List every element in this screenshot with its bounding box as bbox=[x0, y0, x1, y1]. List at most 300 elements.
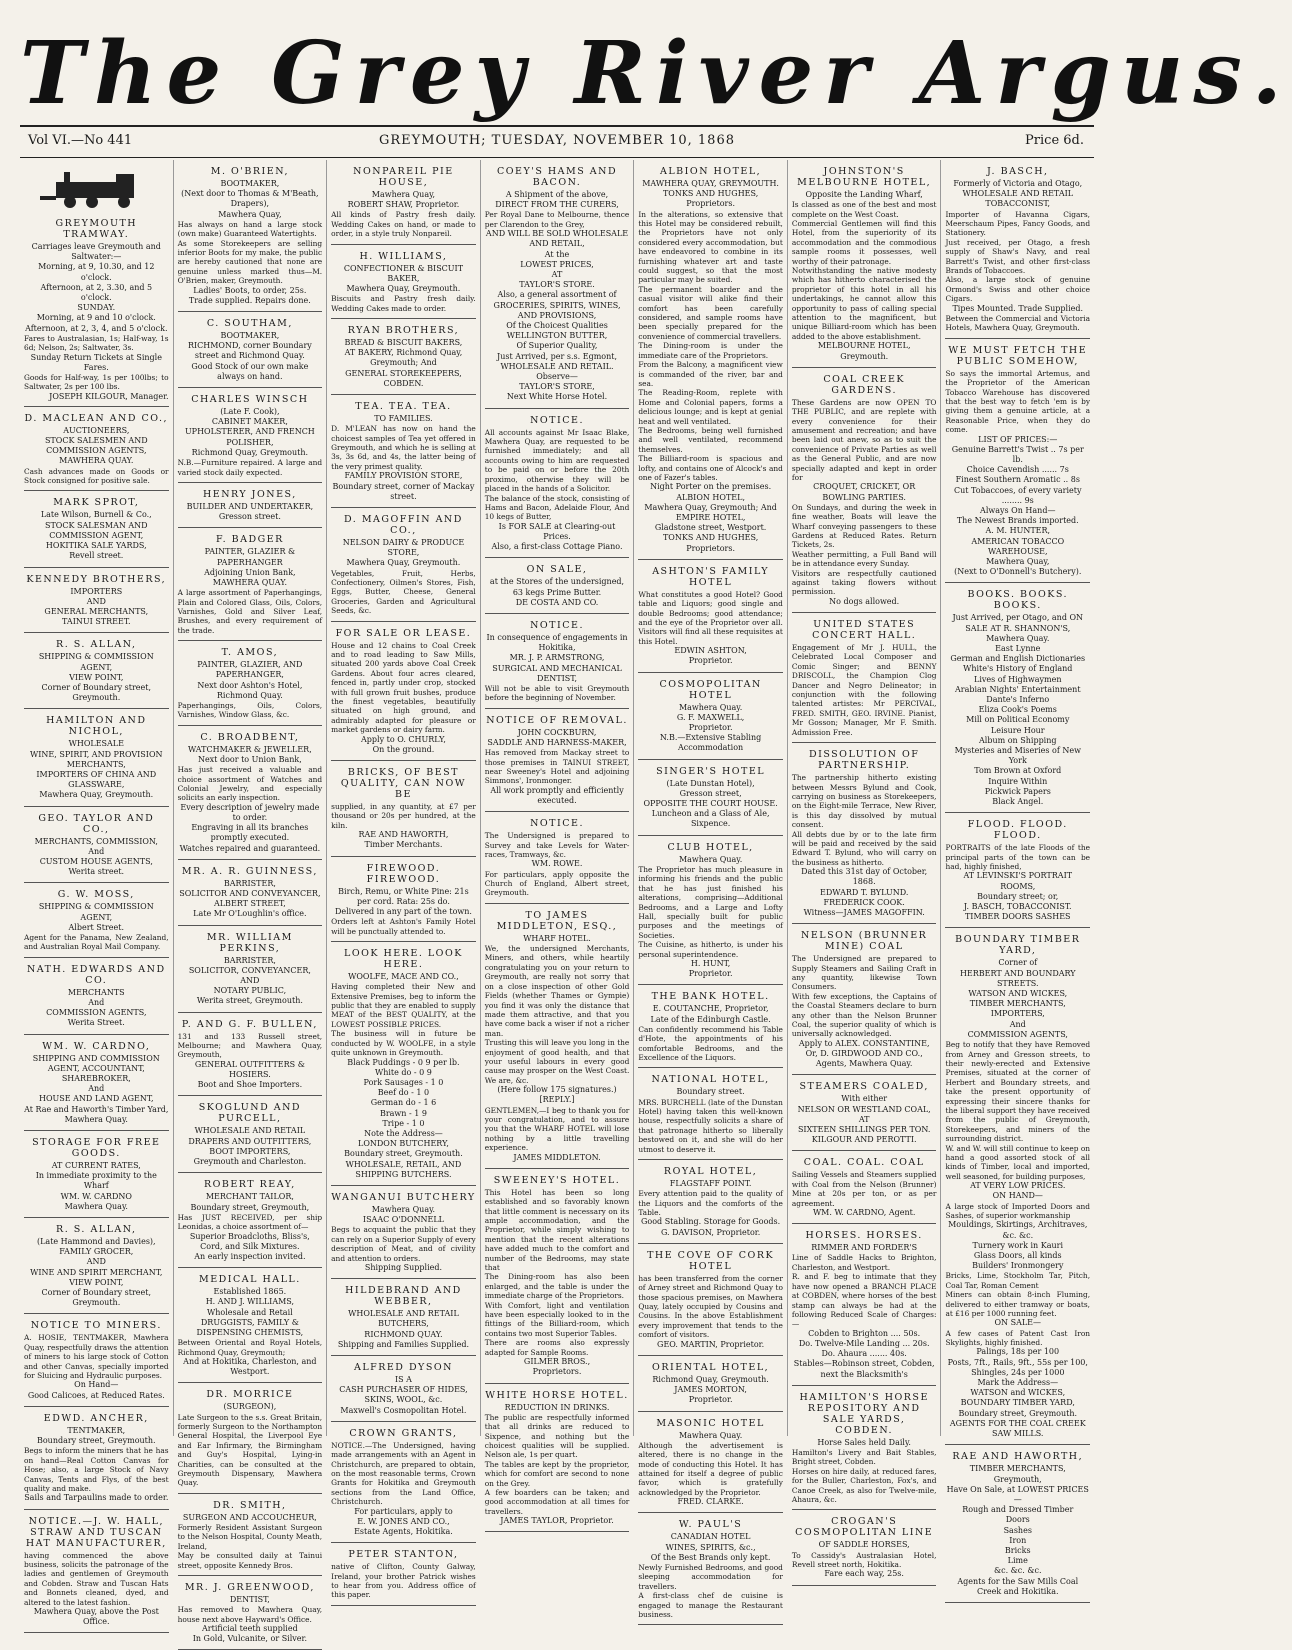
advertisement-line: CABINET MAKER, UPHOLSTERER, AND FRENCH POLISHER, bbox=[184, 417, 315, 447]
advertisement-heading: SWEENEY'S HOTEL. bbox=[493, 1174, 621, 1186]
advertisement-heading: J. BASCH, bbox=[986, 166, 1049, 177]
advertisement-line: 63 kegs Prime Butter. bbox=[512, 587, 602, 597]
advertisement-line: At the bbox=[544, 249, 570, 259]
advertisement-line: Leisure Hour bbox=[990, 725, 1045, 735]
advertisement bbox=[24, 1314, 169, 1406]
advertisement-line: Morning, at 9 and 10 o'clock. bbox=[36, 313, 156, 323]
advertisement bbox=[792, 924, 937, 1075]
advertisement-line: Boundary street; or, bbox=[977, 891, 1059, 901]
advertisement bbox=[331, 1543, 476, 1606]
advertisement-line: BOOT IMPORTERS, bbox=[209, 1146, 291, 1156]
advertisement-line: Corner of Boundary street, Greymouth. bbox=[41, 1288, 152, 1308]
advertisement-line: For particulars, apply to bbox=[354, 1506, 453, 1516]
advertisement-line: What constitutes a good Hotel? Good table and Liquors; good single and double Bedrooms; good attendance; and the eye of the Proprietor over all. Visitors will find all these requisites at this Hotel. bbox=[638, 589, 783, 646]
advertisement-line: Bricks bbox=[1004, 1545, 1031, 1555]
advertisement-line: Proprietor. bbox=[688, 656, 733, 666]
advertisement-line: Vegetables, Fruit, Herbs, Confectionery, Oilmen's Stores, Fish, Eggs, Butter, Cheese, General Groceries, Garden and Agricultural Seeds, &c. bbox=[331, 568, 476, 616]
advertisement-line: Lives of Highwaymen bbox=[974, 674, 1062, 684]
advertisement-heading: MR. WILLIAM PERKINS, bbox=[206, 931, 293, 954]
advertisement bbox=[331, 942, 476, 1186]
advertisement-heading: WE MUST FETCH THE PUBLIC SOMEHOW, bbox=[948, 344, 1088, 367]
advertisement-line: And bbox=[88, 997, 105, 1007]
advertisement-line: DRAPERS AND OUTFITTERS, bbox=[188, 1136, 312, 1146]
advertisement-line: GENERAL STOREKEEPERS, COBDEN. bbox=[345, 368, 462, 388]
advertisement-line: Stables—Robinson street, Cobden, next the Blacksmith's bbox=[793, 1359, 935, 1379]
advertisement-line: Sails and Tarpaulins made to order. bbox=[24, 1493, 169, 1503]
advertisement-line: Fare each way, 25s. bbox=[824, 1569, 904, 1579]
advertisement-heading: C. BROADBENT, bbox=[200, 731, 300, 743]
column-4 bbox=[481, 160, 635, 1526]
column-5 bbox=[634, 160, 788, 1619]
advertisement bbox=[945, 928, 1090, 1445]
advertisement-line: Will not be able to visit Greymouth before the beginning of November. bbox=[484, 683, 630, 703]
advertisement-line: Beef do - 1 0 bbox=[377, 1088, 430, 1098]
advertisement-line: A few cases of Patent Cast Iron Skylights, highly finished. bbox=[945, 1328, 1091, 1348]
advertisement-line: Biscuits and Pastry fresh daily. Wedding Cakes made to order. bbox=[331, 294, 476, 313]
advertisement-line: Witness—JAMES MAGOFFIN. bbox=[803, 907, 925, 917]
advertisement-line: Hamilton's Livery and Bait Stables, Bright street, Cobden. bbox=[791, 1447, 937, 1467]
advertisement-line: Palings, 18s per 100 bbox=[976, 1347, 1060, 1357]
advertisement bbox=[638, 1513, 783, 1625]
advertisement-line: Builders' Ironmongery bbox=[972, 1261, 1064, 1271]
advertisement-line: Proprietors. bbox=[532, 1367, 582, 1377]
advertisement-line: (Next to O'Donnell's Butchery). bbox=[954, 567, 1082, 577]
advertisement-line: Established 1865. bbox=[213, 1287, 287, 1297]
advertisement-line: KILGOUR AND PEROTTI. bbox=[811, 1135, 917, 1145]
advertisement bbox=[485, 409, 630, 559]
advertisement-line: The permanent boarder and the casual visitor will alike find their comfort has been carefully considered, and sample rooms have been specially prepared for the convenience of commercial travellers. bbox=[638, 284, 783, 341]
advertisement bbox=[485, 160, 630, 409]
advertisement bbox=[945, 160, 1090, 339]
advertisement-line: And at Hokitika, Charleston, and Westport. bbox=[183, 1356, 317, 1377]
advertisement-heading: COAL CREEK GARDENS. bbox=[823, 373, 905, 396]
advertisement-line: The Dining-room is under the immediate care of the Proprietors. bbox=[638, 341, 783, 360]
advertisement-line: Good Calicoes, at Reduced Rates. bbox=[27, 1390, 165, 1400]
advertisement bbox=[178, 388, 323, 483]
advertisement-line: CASH PURCHASER OF HIDES, SKINS, WOOL, &c. bbox=[339, 1385, 468, 1405]
advertisement-line: H. AND J. WILLIAMS, bbox=[205, 1297, 295, 1307]
advertisement-heading: C. SOUTHAM, bbox=[206, 318, 293, 330]
advertisement-line: IS A bbox=[394, 1375, 412, 1384]
advertisement-line: TIMBER MERCHANTS, bbox=[969, 1464, 1066, 1474]
advertisement-line: MRS. BURCHELL (late of the Dunstan Hotel) having taken this well-known house, respectfully solicits a share of that patronage hitherto so liberally bestowed on it, and she will do her utmost to deserve it. bbox=[638, 1097, 783, 1154]
advertisement-line: In consequence of engagements in Hokitika, bbox=[486, 632, 628, 653]
advertisement bbox=[178, 860, 323, 926]
advertisement-heading: T. AMOS, bbox=[221, 647, 279, 659]
advertisement-line: BOOTMAKER, bbox=[220, 179, 280, 188]
advertisement bbox=[945, 583, 1090, 813]
advertisement-line: Greymouth and Charleston. bbox=[193, 1157, 307, 1167]
advertisement-line: Carriages leave Greymouth and Saltwater:— bbox=[31, 242, 161, 262]
advertisement-line: AT bbox=[858, 1114, 870, 1124]
advertisement-line: A Shipment of the above, bbox=[505, 190, 609, 199]
advertisement bbox=[178, 1173, 323, 1268]
advertisement-line: G. F. MAXWELL, bbox=[676, 712, 745, 722]
advertisement-line: Revell street. bbox=[69, 551, 124, 561]
advertisement-line: MERCHANT TAILOR, bbox=[205, 1192, 294, 1202]
advertisement bbox=[178, 1013, 323, 1097]
advertisement bbox=[24, 1035, 169, 1131]
advertisement-heading: DISSOLUTION OF PARTNERSHIP. bbox=[808, 749, 920, 772]
advertisement bbox=[638, 836, 783, 986]
advertisement-line: SOLICITOR AND CONVEYANCER, bbox=[179, 889, 321, 899]
advertisement-line: White do - 0 9 bbox=[375, 1067, 432, 1077]
advertisement-line: Has just received a valuable and choice assortment of Watches and Colonial Jewelry, and especially solicits an early inspection. bbox=[177, 765, 323, 803]
advertisement-line: STOCK SALESMAN AND COMMISSION AGENT, bbox=[44, 520, 148, 540]
advertisement-line: R. and F. beg to intimate that they have now opened a BRANCH PLACE at COBDEN, where horses of the best stamp can always be had at the following Reduced Scale of Charges:— bbox=[791, 1272, 937, 1329]
advertisement-line: EDWIN ASHTON, bbox=[674, 646, 747, 656]
advertisement-line: NOTARY PUBLIC, bbox=[213, 986, 287, 996]
advertisement-line: The tables are kept by the proprietor, which for comfort are second to none on the Grey. bbox=[484, 1459, 630, 1488]
column-2 bbox=[174, 160, 328, 1644]
advertisement-line: The partnership hitherto existing between Messrs Bylund and Cook, carrying on business as Storekeepers, on the Eight-mile Terrace, New River, is this day dissolved by mutual consent. bbox=[791, 773, 937, 830]
advertisement-line: SHIPPING & COMMISSION AGENT, bbox=[38, 652, 154, 672]
advertisement-line: Rough and Dressed Timber bbox=[962, 1505, 1074, 1515]
advertisement-line: JAMES MIDDLETON. bbox=[513, 1152, 601, 1162]
advertisement-heading: ASHTON'S FAMILY HOTEL bbox=[652, 565, 769, 588]
advertisement-heading: WM. W. CARDNO, bbox=[42, 1040, 151, 1052]
advertisement-line: Beg to notify that they have Removed from Arney and Gresson streets, to their newly-erected and Extensive Premises, situated at the corner of Herbert and Boundary streets, and take the present opportunity of expressing their sincere thanks for the liberal support they have received from the public of Greymouth, Storekeepers, and miners of the surrounding district. bbox=[945, 1040, 1091, 1144]
advertisement bbox=[178, 926, 323, 1013]
advertisement-line: Is FOR SALE at Clearing-out Prices. bbox=[498, 521, 616, 541]
advertisement-line: SURGICAL AND MECHANICAL DENTIST, bbox=[492, 663, 622, 683]
advertisement bbox=[178, 1096, 323, 1173]
advertisement-heading: NOTICE.—J. W. HALL, STRAW AND TUSCAN HAT MANUFACTURER, bbox=[25, 1515, 167, 1549]
advertisement-line: With either bbox=[841, 1094, 888, 1104]
advertisement-line: DRUGGISTS, FAMILY & DISPENSING CHEMISTS, bbox=[196, 1317, 304, 1337]
advertisement-line: On the ground. bbox=[372, 744, 435, 754]
place-date: GREYMOUTH; TUESDAY, NOVEMBER 10, 1868 bbox=[378, 133, 735, 148]
advertisement-line: Gresson street, bbox=[679, 788, 742, 798]
advertisement-line: D. M'LEAN has now on hand the choicest samples of Tea yet offered in Greymouth, and which he is selling at 3s, 3s 6d, and 4s, the latter being of the very primest quality. bbox=[331, 424, 476, 471]
advertisement-line: WHOLESALE AND RETAIL BUTCHERS, bbox=[348, 1309, 459, 1329]
advertisement bbox=[485, 614, 630, 709]
advertisement-line: WHARF HOTEL. bbox=[523, 933, 591, 943]
advertisement-line: May be consulted daily at Tainui street, opposite Kennedy Bros. bbox=[177, 1551, 323, 1570]
advertisement bbox=[24, 407, 169, 492]
advertisement-heading: D. MACLEAN AND CO., bbox=[24, 412, 169, 424]
advertisement-line: WELLINGTON BUTTER, bbox=[506, 331, 608, 341]
advertisement-line: Mawhera Quay, bbox=[371, 190, 436, 199]
advertisement-line: H. HUNT, bbox=[690, 958, 731, 968]
advertisement-line: An early inspection invited. bbox=[194, 1251, 306, 1261]
advertisement-line: WHOLESALE AND RETAIL. bbox=[500, 361, 614, 371]
advertisement-line: Mark the Address— bbox=[977, 1378, 1059, 1388]
advertisement-line: The Proprietor has much pleasure in informing his friends and the public that he has just finished his alterations, comprising—Additional Bedrooms, and a Large and Lofty Hall, specially built for public purposes and the meetings of Societies. bbox=[638, 864, 783, 940]
advertisement-heading: NELSON (BRUNNER MINE) COAL bbox=[801, 930, 928, 953]
advertisement-line: All kinds of Pastry fresh daily. Wedding Cakes on hand, or made to order, in a style truly Nonpareil. bbox=[331, 210, 476, 239]
advertisement-heading: DR. SMITH, bbox=[213, 1499, 287, 1511]
advertisement-line: Brawn - 1 9 bbox=[379, 1108, 427, 1118]
advertisement-line: JAMES TAYLOR, Proprietor. bbox=[500, 1516, 614, 1526]
advertisement-line: Afternoon, at 2, 3, 4, and 5 o'clock. bbox=[25, 323, 168, 333]
advertisement bbox=[792, 1075, 937, 1151]
advertisement-heading: R. S. ALLAN, bbox=[56, 1224, 137, 1236]
advertisement-line: Of the Choicest Qualities bbox=[506, 321, 608, 331]
advertisement-line: ROBERT SHAW, Proprietor. bbox=[347, 200, 460, 210]
advertisement-line: Has always on hand a large stock (own make) Guaranteed Watertights. bbox=[177, 219, 323, 239]
advertisement-heading: GREYMOUTH TRAMWAY. bbox=[55, 218, 138, 240]
advertisement-line: IMPORTERS, bbox=[990, 1009, 1045, 1019]
advertisement-line: (Late Dunstan Hotel), bbox=[666, 778, 755, 788]
advertisement-line: EMPIRE HOTEL, bbox=[675, 513, 746, 522]
advertisement-line: supplied, in any quantity, at £7 per thousand or 20s per hundred, at the kiln. bbox=[331, 802, 476, 830]
advertisement-line: JAMES MORTON, bbox=[674, 1385, 747, 1395]
advertisement-line: Boundary street, Greymouth. bbox=[958, 1408, 1078, 1418]
advertisement-heading: MR. J. GREENWOOD, bbox=[184, 1582, 315, 1594]
advertisement-line: native of Clifton, County Galway, Ireland, your brother Patrick wishes to hear from you. Address office of this paper. bbox=[331, 1562, 476, 1600]
advertisement-heading: NONPAREIL PIE HOUSE, bbox=[353, 166, 454, 188]
advertisement-heading: BOOKS. BOOKS. BOOKS. bbox=[967, 589, 1069, 612]
advertisement-line: has been transferred from the corner of Arney street and Richmond Quay to those spacious premises, on Mawhera Quay, lately occupied by Cousins and Cousins. In the above Establishment every improvement that tends to the comfort of visitors. bbox=[638, 1273, 783, 1340]
advertisement-line: Boundary street, Greymouth. bbox=[344, 1149, 463, 1159]
advertisement bbox=[792, 613, 937, 743]
advertisement-line: Corner of Boundary street, Greymouth. bbox=[41, 682, 152, 703]
advertisement-line: BOOTMAKER, bbox=[220, 331, 280, 341]
advertisement-line: Night Porter on the premises. bbox=[650, 482, 772, 492]
advertisement-heading: CROGAN'S COSMOPOLITAN LINE bbox=[795, 1516, 934, 1539]
advertisement-line: Dated this 31st day of October, 1868. bbox=[801, 867, 928, 887]
advertisement-line: SUNDAY. bbox=[77, 303, 116, 313]
advertisement-heading: ALFRED DYSON bbox=[353, 1362, 453, 1373]
advertisement-line: Notwithstanding the native modesty which has hitherto characterised the proprietor of this hotel in all his undertakings, he cannot allow this opportunity to pass of calling special attention to the magnificent, but unique Billiard-room which has been added to the above establishment. bbox=[791, 266, 937, 341]
advertisement-line: These Gardens are now OPEN TO THE PUBLIC, and are replete with every convenience for their amusement and recreation; and have been laid out anew, so as to suit the convenience of Private Parties as well as the General Public, and are now specially adapted and kept in order for bbox=[791, 397, 937, 482]
advertisement-line: PAINTER, GLAZIER & PAPERHANGER bbox=[204, 547, 296, 567]
advertisement-line: Next door Ashton's Hotel, Richmond Quay. bbox=[197, 680, 303, 700]
advertisement bbox=[331, 395, 476, 508]
advertisement-line: Trusting this will leave you long in the enjoyment of good health, and that your useful labours in every good cause may prosper on the West Coast. We are, &c. bbox=[484, 1038, 630, 1085]
advertisement-line: SURGEON AND ACCOUCHEUR, bbox=[182, 1512, 317, 1522]
column-3 bbox=[327, 160, 481, 1600]
advertisement-line: On Hand— bbox=[74, 1380, 119, 1390]
advertisement-line: Shingles, 24s per 1000 bbox=[971, 1367, 1065, 1377]
advertisement-line: There are rooms also expressly adapted for Sample Rooms. bbox=[484, 1338, 630, 1357]
advertisement-line: Greymouth. bbox=[840, 351, 889, 361]
advertisement-line: TAYLOR'S STORE. bbox=[519, 280, 595, 290]
advertisement bbox=[485, 709, 630, 812]
advertisement-line: REDUCTION IN DRINKS. bbox=[504, 1402, 610, 1412]
advertisement-line: WATSON AND WICKES, bbox=[968, 989, 1068, 999]
advertisement-line: Apply to O. CHURLY, bbox=[361, 734, 446, 744]
advertisement bbox=[792, 368, 937, 613]
advertisement-line: NELSON DAIRY & PRODUCE STORE, bbox=[342, 537, 465, 558]
advertisement-line: Also, a first-class Cottage Piano. bbox=[491, 542, 623, 552]
advertisement bbox=[24, 1407, 169, 1510]
advertisement-heading: COEY'S HAMS AND BACON. bbox=[496, 166, 618, 188]
advertisement-line: COMMISSION AGENTS, bbox=[967, 1029, 1068, 1039]
advertisement bbox=[485, 558, 630, 614]
advertisement-heading: THE COVE OF CORK HOTEL bbox=[647, 1249, 775, 1272]
advertisement-line: (Late F. Cook), bbox=[220, 407, 280, 417]
advertisement-line: Mawhera Quay, bbox=[218, 209, 282, 219]
advertisement-line: Shipping and Families Supplied. bbox=[337, 1339, 470, 1349]
advertisement-heading: DR. MORRICE bbox=[206, 1389, 294, 1401]
advertisement-line: TIMBER MERCHANTS, bbox=[969, 999, 1066, 1009]
advertisement-heading: HAMILTON'S HORSE REPOSITORY AND SALE YARDS, COBDEN. bbox=[799, 1391, 929, 1436]
advertisement-line: Iron bbox=[1009, 1535, 1027, 1545]
advertisement-line: Genuine Barrett's Twist .. 7s per lb. bbox=[951, 444, 1084, 464]
advertisement-line: &c. &c. &c. bbox=[993, 1566, 1042, 1576]
advertisement bbox=[638, 160, 783, 560]
advertisement-line: No dogs allowed. bbox=[829, 596, 900, 606]
advertisement-heading: HENRY JONES, bbox=[203, 488, 297, 500]
advertisement-line: FLAGSTAFF POINT. bbox=[669, 1179, 752, 1189]
advertisement-line: Can confidently recommend his Table d'Hote, the appointments of his comfortable Bedrooms, and the Excellence of the Liquors. bbox=[638, 1024, 783, 1062]
advertisement bbox=[178, 1268, 323, 1383]
advertisement bbox=[178, 1383, 323, 1493]
advertisement-line: TO FAMILIES. bbox=[374, 414, 433, 424]
advertisement-line: FRED. CLARKE. bbox=[677, 1497, 744, 1507]
advertisement-line: A first-class chef de cuisine is engaged to manage the Restaurant business. bbox=[638, 1591, 783, 1619]
advertisement-line: A large assortment of Paperhangings, Plain and Colored Glass, Oils, Colors, Varnishes, Gold and Silver Leaf, Brushes, and every requirement of the trade. bbox=[177, 588, 323, 635]
advertisement-heading: MARK SPROT, bbox=[53, 497, 140, 509]
advertisement-line: Mawhera Quay. bbox=[64, 1201, 128, 1211]
advertisement-line: Just Arrived, per Otago, and ON SALE AT R. SHANNON'S, bbox=[952, 613, 1084, 633]
advertisement bbox=[485, 1384, 630, 1533]
advertisement bbox=[24, 1218, 169, 1314]
advertisement-line: (Late Hammond and Davies), bbox=[36, 1237, 156, 1247]
advertisement-line: And bbox=[1009, 1019, 1026, 1029]
advertisement-line: LOWEST PRICES, bbox=[520, 259, 594, 269]
advertisement-heading: D. MAGOFFIN AND CO., bbox=[344, 513, 463, 536]
advertisement-line: VIEW POINT, bbox=[69, 1277, 124, 1287]
advertisement-line: The Bedrooms, being well furnished and well ventilated, recommend themselves. bbox=[638, 425, 783, 454]
advertisement-line: Boundary street, Greymouth. bbox=[36, 1436, 156, 1446]
advertisement bbox=[638, 1160, 783, 1244]
advertisement-line: Proprietor. bbox=[688, 1395, 733, 1405]
advertisement-heading: CROWN GRANTS, bbox=[349, 1427, 458, 1439]
advertisement-line: GROCERIES, SPIRITS, WINES, AND PROVISIONS, bbox=[493, 300, 621, 320]
advertisement-line: Pork Sausages - 1 0 bbox=[363, 1077, 444, 1087]
advertisement-line: Late of the Edinburgh Castle. bbox=[650, 1014, 771, 1024]
advertisement-line: Proprietor. bbox=[688, 969, 733, 979]
advertisement-line: Next White Horse Hotel. bbox=[506, 392, 608, 402]
advertisement-line: The Reading-Room, replete with Home and Colonial papers, forms a delicious lounge; and is kept at genial heat and well ventilated. bbox=[638, 388, 783, 426]
advertisement-line: AT CURRENT RATES, bbox=[51, 1161, 141, 1171]
advertisement bbox=[24, 633, 169, 709]
advertisement-line: Morning, at 9, 10.30, and 12 o'clock. bbox=[38, 262, 155, 282]
advertisement-line: Boot and Shoe Importers. bbox=[197, 1080, 303, 1090]
advertisement-line: German do - 1 6 bbox=[370, 1098, 437, 1108]
advertisement-line: GENERAL MERCHANTS, bbox=[44, 606, 149, 616]
advertisement-line: Every attention paid to the quality of the Liquors and the comforts of the Table. bbox=[638, 1189, 783, 1218]
advertisement-line: FREDERICK COOK. bbox=[823, 897, 905, 907]
advertisement-line: FAMILY GROCER, bbox=[59, 1247, 134, 1257]
advertisement-line: SOLICITOR, CONVEYANCER, bbox=[188, 965, 311, 975]
advertisement-line: Has removed from Mackay street to those premises in TAINUI STREET, near Sweeney's Hotel and adjoining Simmons', Ironmonger. bbox=[484, 748, 630, 786]
advertisement-line: Werita street, Greymouth. bbox=[196, 996, 303, 1006]
advertisement-line: FAMILY PROVISION STORE, bbox=[344, 471, 463, 481]
advertisement-line: [REPLY.] bbox=[539, 1095, 575, 1105]
advertisement-line: SHIPPING & COMMISSION AGENT, bbox=[38, 902, 154, 922]
advertisement-columns bbox=[20, 160, 1094, 1644]
advertisement bbox=[331, 1422, 476, 1543]
advertisement-heading: GEO. TAYLOR AND CO., bbox=[38, 812, 155, 835]
advertisement-line: A few boarders can be taken; and good accommodation at all times for travellers. bbox=[484, 1487, 630, 1516]
advertisement-line: As some Storekeepers are selling inferior Boots for my make, the public are hereby cautioned that none are genuine unless marked thus—M. O'Brien, maker, Greymouth. bbox=[177, 238, 323, 286]
advertisement-line: BARRISTER, bbox=[223, 955, 276, 965]
advertisement-line: Apply to ALEX. CONSTANTINE, bbox=[798, 1038, 930, 1048]
advertisement-line: Formerly of Victoria and Otago, bbox=[953, 179, 1083, 188]
advertisement-line: AND WILL BE SOLD WHOLESALE AND RETAIL, bbox=[485, 229, 629, 249]
advertisement-line: Mawhera Quay, Greymouth. bbox=[346, 284, 461, 294]
advertisement-line: A large stock of Imported Doors and Sashes, of superior workmanship bbox=[945, 1201, 1091, 1220]
advertisement-heading: COSMOPOLITAN HOTEL bbox=[659, 678, 762, 701]
advertisement-line: Begs to inform the miners that he has on hand—Real Cotton Canvas for Hose; also, a large Stock of Navy Canvas, Tents and Flys, of the best quality and make. bbox=[24, 1446, 169, 1493]
advertisement bbox=[24, 883, 169, 957]
advertisement-line: Every description of jewelry made to order. bbox=[180, 802, 320, 823]
advertisement bbox=[792, 160, 937, 368]
advertisement-line: This Hotel has been so long established and so favorably known that little comment is necessary on its ample accommodation, and the Proprietor, while simply wishing to mention that the recent alterations have added much to the comfort and number of the Bedrooms, may state that bbox=[484, 1187, 630, 1273]
advertisement-heading: KENNEDY BROTHERS, bbox=[26, 573, 167, 585]
advertisement-line: The Undersigned are prepared to Supply Steamers and Sailing Craft in any quantity, likewise Town Consumers. bbox=[791, 954, 937, 992]
advertisement-line: Proprietor. bbox=[688, 723, 733, 733]
advertisement-heading: LOOK HERE. LOOK HERE. bbox=[344, 948, 463, 971]
advertisement-line: All debts due by or to the late firm will be paid and received by the said Edward T. Bylund, who will carry on the business as hitherto. bbox=[791, 829, 937, 867]
advertisement-line: Mawhera Quay. bbox=[371, 1204, 436, 1214]
advertisement-line: HOKITIKA SALE YARDS, bbox=[45, 541, 147, 551]
advertisement-line: Lime bbox=[1007, 1556, 1028, 1566]
advertisement-line: Werita Street. bbox=[67, 1018, 125, 1028]
advertisement bbox=[178, 1576, 323, 1650]
advertisement bbox=[792, 1151, 937, 1224]
advertisement-line: AGENTS FOR THE COAL CREEK SAW MILLS. bbox=[949, 1418, 1086, 1439]
advertisement-line: HERBERT AND BOUNDARY STREETS. bbox=[959, 968, 1076, 988]
advertisement-line: Trade supplied. Repairs done. bbox=[188, 295, 311, 305]
advertisement-line: Always On Hand— bbox=[980, 505, 1056, 515]
advertisement-line: Begs to acquaint the public that they can rely on a Superior Supply of every description of Meat, and of civility and attention to orders. bbox=[331, 1225, 476, 1263]
advertisement-line: Black Puddings - 0 9 per lb. bbox=[347, 1057, 460, 1067]
advertisement-line: Dante's Inferno bbox=[986, 695, 1050, 704]
advertisement bbox=[945, 1445, 1090, 1603]
advertisement bbox=[178, 726, 323, 860]
advertisement-line: Engraving in all its branches promptly executed. bbox=[191, 823, 309, 843]
advertisement bbox=[331, 1279, 476, 1356]
advertisement-line: ON HAND— bbox=[992, 1191, 1043, 1201]
advertisement bbox=[24, 1131, 169, 1218]
advertisement-line: WINES, SPIRITS, &c., bbox=[665, 1542, 756, 1552]
advertisement-line: RICHMOND QUAY. bbox=[364, 1329, 443, 1339]
advertisement bbox=[24, 958, 169, 1035]
advertisement bbox=[485, 812, 630, 904]
advertisement-heading: HORSES. HORSES. bbox=[805, 1230, 923, 1242]
advertisement-heading: W. PAUL'S bbox=[678, 1519, 743, 1531]
advertisement-line: G. DAVISON, Proprietor. bbox=[660, 1227, 761, 1237]
advertisement-line: Good Stock of our own make always on hand. bbox=[191, 361, 309, 381]
advertisement-line: Cut Tobaccoes, of every variety ........ 9s bbox=[954, 485, 1082, 505]
advertisement-line: MELBOURNE HOTEL, bbox=[817, 341, 911, 351]
advertisement-line: WHOLESALE bbox=[68, 739, 124, 749]
advertisement-line: CANADIAN HOTEL bbox=[670, 1532, 751, 1542]
advertisement-line: Tripe - 1 0 bbox=[382, 1118, 425, 1128]
advertisement-line: We, the undersigned Merchants, Miners, and others, while heartily congratulating you on your return to Greymouth, are really not sorry that on a close inspection of other Gold Fields (whether Thames or Gympie) you find it was only the distance that made them attractive, and that you have come back a wiser if not a richer man. bbox=[484, 944, 630, 1038]
advertisement-line: WINE, SPIRIT, AND PROVISION MERCHANTS, bbox=[30, 749, 163, 769]
advertisement-line: Of the Best Brands only kept. bbox=[650, 1552, 771, 1562]
advertisement-line: Mouldings, Skirtings, Architraves, &c. &c. bbox=[948, 1220, 1088, 1240]
advertisement-line: Mawhera Quay. bbox=[678, 1430, 743, 1440]
advertisement-line: Sashes bbox=[1003, 1525, 1032, 1535]
advertisement-line: Glass Doors, all kinds bbox=[973, 1251, 1062, 1261]
advertisement-line: WHOLESALE AND RETAIL bbox=[194, 1126, 306, 1136]
advertisement-line: German and English Dictionaries bbox=[950, 654, 1086, 664]
advertisement-line: MERCHANTS, COMMISSION, bbox=[34, 836, 158, 846]
advertisement-line: Gresson street. bbox=[218, 512, 281, 522]
advertisement-line: At Rae and Haworth's Timber Yard, Mawhera Quay. bbox=[24, 1104, 169, 1124]
advertisement-heading: TO JAMES MIDDLETON, ESQ., bbox=[496, 909, 618, 932]
advertisement-line: (Next door to Thomas & M'Beath, Drapers), bbox=[181, 189, 319, 209]
advertisement-line: DENTIST, bbox=[229, 1595, 270, 1605]
advertisement-line: Weather permitting, a Full Band will be in attendance every Sunday. bbox=[791, 549, 937, 569]
